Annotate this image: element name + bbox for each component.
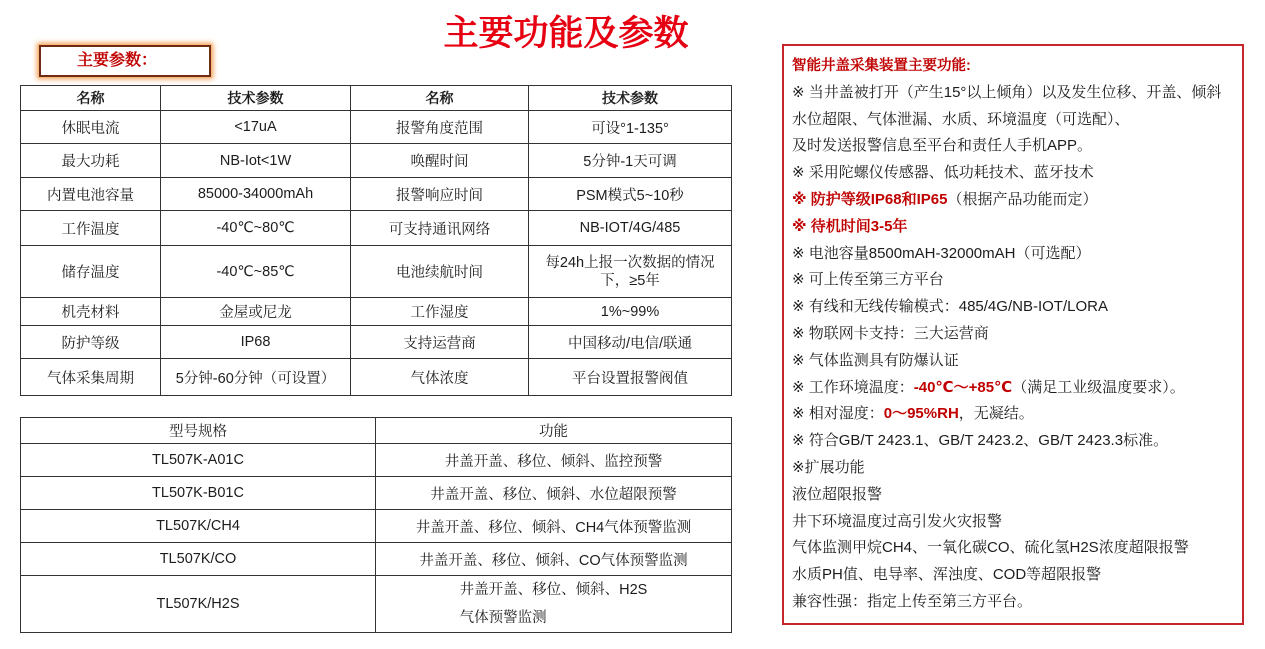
feature-line bbox=[792, 589, 1242, 616]
cell-line: 井盖开盖、移位、倾斜、H2S bbox=[459, 582, 648, 598]
spec-header-row bbox=[21, 86, 732, 111]
spec-row bbox=[21, 326, 732, 359]
feature-text: 气体监测甲烷CH4、一氧化碳CO、硫化氢H2S浓度超限报警 bbox=[792, 539, 1189, 557]
feature-text: （满足工业级温度要求）。 bbox=[1012, 378, 1185, 396]
model-function: 井盖开盖、移位、倾斜、水位超限预警 bbox=[376, 477, 732, 510]
feature-line bbox=[792, 509, 1242, 536]
spec-param-name: 电池续航时间 bbox=[351, 246, 529, 298]
spec-param-name: 可支持通讯网络 bbox=[351, 211, 529, 246]
model-function: 井盖开盖、移位、倾斜、CO气体预警监测 bbox=[376, 543, 732, 576]
section-label: 主要参数： bbox=[77, 52, 158, 69]
spec-row bbox=[21, 246, 732, 298]
spec-row bbox=[21, 211, 732, 246]
spec-param-name: 气体采集周期 bbox=[21, 359, 161, 396]
feature-line bbox=[792, 455, 1242, 482]
cell-line: 下，≥5年 bbox=[600, 272, 660, 289]
spec-param-value: <17uA bbox=[161, 111, 351, 144]
spec-param-value: NB-IOT/4G/485 bbox=[529, 211, 732, 246]
features-heading: 智能井盖采集装置主要功能: bbox=[792, 58, 971, 74]
spec-param-name: 支持运营商 bbox=[351, 326, 529, 359]
model-function: 井盖开盖、移位、倾斜、监控预警 bbox=[376, 444, 732, 477]
feature-text: 井下环境温度过高引发火灾报警 bbox=[792, 512, 1003, 530]
feature-line bbox=[792, 375, 1242, 402]
spec-param-value: 平台设置报警阀值 bbox=[529, 359, 732, 396]
model-header-spec: 型号规格 bbox=[21, 418, 376, 444]
spec-param-value bbox=[529, 246, 732, 298]
spec-param-value: 1%~99% bbox=[529, 298, 732, 326]
feature-line bbox=[792, 214, 1242, 241]
model-code: TL507K-A01C bbox=[21, 444, 376, 477]
model-row bbox=[21, 510, 732, 543]
spec-param-name: 防护等级 bbox=[21, 326, 161, 359]
feature-line bbox=[792, 482, 1242, 509]
feature-highlight: 0～95%RH bbox=[883, 405, 959, 423]
feature-line bbox=[792, 267, 1242, 294]
spec-row bbox=[21, 298, 732, 326]
feature-line bbox=[792, 241, 1242, 268]
spec-param-value: -40℃~80℃ bbox=[161, 211, 351, 246]
model-header-function: 功能 bbox=[376, 418, 732, 444]
model-function-block bbox=[460, 576, 648, 632]
spec-param-name: 工作湿度 bbox=[351, 298, 529, 326]
feature-text: 及时发送报警信息至平台和责任人手机APP。 bbox=[792, 137, 1093, 155]
spec-param-name: 储存温度 bbox=[21, 246, 161, 298]
model-table bbox=[20, 417, 732, 633]
feature-text: 液位超限报警 bbox=[792, 485, 883, 503]
spec-param-name: 内置电池容量 bbox=[21, 178, 161, 211]
feature-text: 水位超限、气体泄漏、水质、环境温度（可选配）、 bbox=[792, 110, 1130, 128]
spec-param-value: 5分钟-1天可调 bbox=[529, 144, 732, 178]
spec-param-value: 85000-34000mAh bbox=[161, 178, 351, 211]
model-header-row bbox=[21, 418, 732, 444]
spec-param-value: 可设°1-135° bbox=[529, 111, 732, 144]
spec-param-name: 最大功耗 bbox=[21, 144, 161, 178]
spec-param-name: 休眠电流 bbox=[21, 111, 161, 144]
page-title: 主要功能及参数 bbox=[443, 14, 689, 53]
feature-line bbox=[792, 294, 1242, 321]
model-row bbox=[21, 444, 732, 477]
spec-param-name: 气体浓度 bbox=[351, 359, 529, 396]
feature-text: ※ 符合GB/T 2423.1、GB/T 2423.2、GB/T 2423.3标准。 bbox=[792, 432, 1169, 450]
feature-line bbox=[792, 348, 1242, 375]
feature-text: ※ 工作环境温度： bbox=[792, 378, 914, 396]
model-row bbox=[21, 543, 732, 576]
model-code: TL507K/CH4 bbox=[21, 510, 376, 543]
feature-text: ※ 电池容量8500mAH-32000mAH（可选配） bbox=[792, 244, 1091, 262]
feature-line bbox=[792, 133, 1242, 160]
feature-line bbox=[792, 187, 1242, 214]
feature-text: ，无凝结。 bbox=[958, 405, 1034, 423]
feature-text: ※ 可上传至第三方平台 bbox=[792, 271, 944, 289]
spec-param-value: 5分钟-60分钟（可设置） bbox=[161, 359, 351, 396]
feature-text: 水质PH值、电导率、浑浊度、COD等超限报警 bbox=[792, 566, 1102, 584]
spec-row bbox=[21, 111, 732, 144]
model-function bbox=[376, 576, 732, 633]
model-function: 井盖开盖、移位、倾斜、CH4气体预警监测 bbox=[376, 510, 732, 543]
spec-row bbox=[21, 144, 732, 178]
spec-param-value: PSM模式5~10秒 bbox=[529, 178, 732, 211]
feature-highlight: ※ 待机时间3-5年 bbox=[792, 217, 908, 235]
spec-param-value: -40℃~85℃ bbox=[161, 246, 351, 298]
spec-header-value: 技术参数 bbox=[161, 86, 351, 111]
feature-text: ※ 采用陀螺仪传感器、低功耗技术、蓝牙技术 bbox=[792, 164, 1094, 182]
feature-text: （根据产品功能而定） bbox=[947, 190, 1098, 208]
feature-line bbox=[792, 321, 1242, 348]
spec-param-name: 机壳材料 bbox=[21, 298, 161, 326]
feature-text: ※ 有线和无线传输模式：485/4G/NB-IOT/LORA bbox=[792, 298, 1108, 316]
spec-param-name: 工作温度 bbox=[21, 211, 161, 246]
cell-line: 每24h上报一次数据的情况 bbox=[545, 254, 715, 271]
feature-line bbox=[792, 107, 1242, 134]
feature-text: ※ 气体监测具有防爆认证 bbox=[792, 351, 959, 369]
feature-highlight: ※ 防护等级IP68和IP65 bbox=[792, 190, 948, 208]
spec-param-name: 报警角度范围 bbox=[351, 111, 529, 144]
model-row bbox=[21, 576, 732, 633]
spec-header-name: 名称 bbox=[351, 86, 529, 111]
feature-line bbox=[792, 160, 1242, 187]
feature-line bbox=[792, 535, 1242, 562]
model-code: TL507K-B01C bbox=[21, 477, 376, 510]
feature-text: ※ 物联网卡支持：三大运营商 bbox=[792, 324, 989, 342]
spec-param-name: 唤醒时间 bbox=[351, 144, 529, 178]
spec-table bbox=[20, 85, 732, 396]
cell-line: 气体预警监测 bbox=[459, 610, 547, 626]
features-panel bbox=[782, 44, 1244, 625]
spec-param-value: 金屋或尼龙 bbox=[161, 298, 351, 326]
spec-header-value: 技术参数 bbox=[529, 86, 732, 111]
model-row bbox=[21, 477, 732, 510]
feature-text: ※ 相对湿度： bbox=[792, 405, 884, 423]
feature-highlight: -40℃～+85℃ bbox=[913, 378, 1013, 396]
feature-line bbox=[792, 401, 1242, 428]
spec-param-name: 报警响应时间 bbox=[351, 178, 529, 211]
model-code: TL507K/CO bbox=[21, 543, 376, 576]
feature-text: ※扩展功能 bbox=[792, 458, 865, 476]
model-code: TL507K/H2S bbox=[21, 576, 376, 633]
section-label-box bbox=[39, 45, 211, 77]
spec-param-value: NB-Iot<1W bbox=[161, 144, 351, 178]
spec-param-value: 中国移动/电信/联通 bbox=[529, 326, 732, 359]
feature-line bbox=[792, 428, 1242, 455]
feature-line bbox=[792, 80, 1242, 107]
spec-param-value: IP68 bbox=[161, 326, 351, 359]
feature-text: 兼容性强：指定上传至第三方平台。 bbox=[792, 592, 1033, 610]
spec-row bbox=[21, 178, 732, 211]
spec-row bbox=[21, 359, 732, 396]
spec-header-name: 名称 bbox=[21, 86, 161, 111]
feature-line bbox=[792, 562, 1242, 589]
feature-text: ※ 当井盖被打开（产生15°以上倾角）以及发生位移、开盖、倾斜 bbox=[792, 83, 1222, 101]
